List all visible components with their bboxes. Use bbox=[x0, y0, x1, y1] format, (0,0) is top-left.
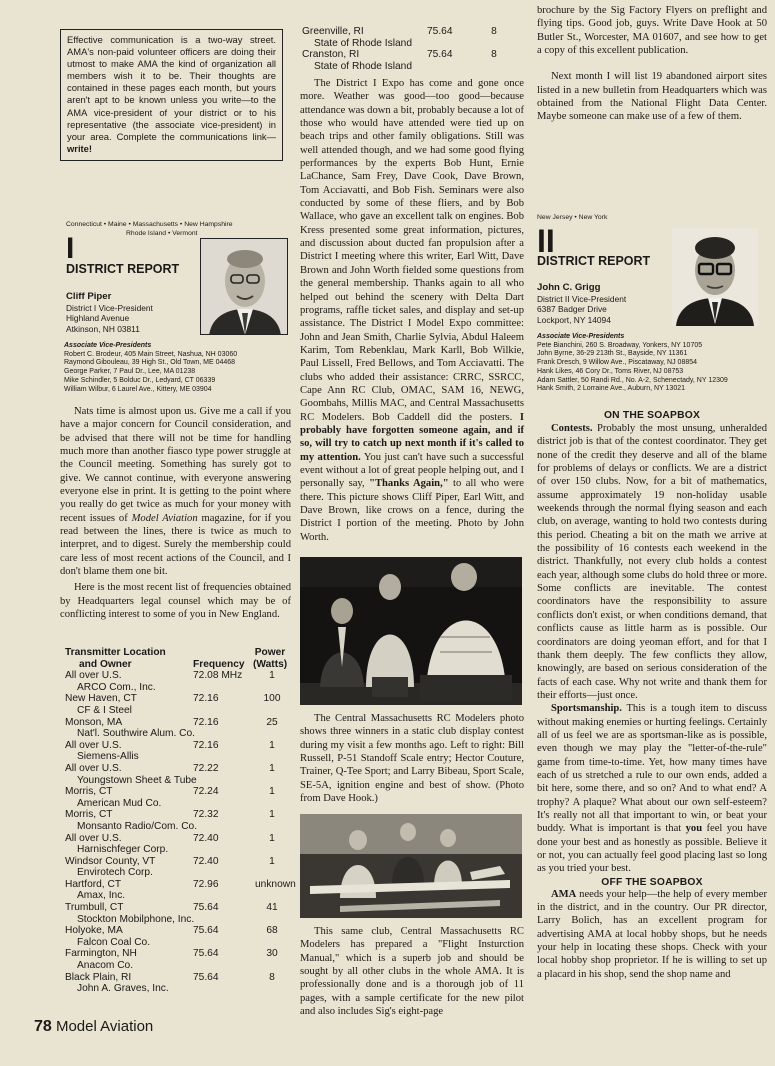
d2-avp-item: Hank Smith, 2 Lorraine Ave., Auburn, NY 13021 bbox=[537, 385, 686, 393]
power-cell: 1 bbox=[269, 739, 275, 751]
d1-avp-list bbox=[64, 342, 292, 394]
header-location-1: Transmitter Location bbox=[65, 647, 166, 658]
power-cell: 1 bbox=[269, 832, 275, 844]
location-cell: Black Plain, RI bbox=[65, 971, 132, 983]
owner-row bbox=[65, 705, 291, 717]
d1-title: DISTRICT REPORT bbox=[66, 262, 180, 276]
owner-cell: State of Rhode Island bbox=[314, 37, 412, 49]
power-cell: 1 bbox=[269, 809, 275, 821]
frequency-cell: 72.22 bbox=[193, 762, 219, 774]
expo-text-3: to all who were there. This picture shows Cliff Piper, Earl Witt, and Dave Brown, like crows on a fence, during the District I portion of the meeting. Photo by John Worth. bbox=[300, 478, 525, 543]
power-cell: 8 bbox=[491, 26, 497, 37]
header-power-1: Power bbox=[254, 647, 286, 658]
table-row bbox=[65, 925, 291, 937]
owner-cell: Anacom Co. bbox=[77, 960, 134, 972]
table-row bbox=[65, 809, 291, 821]
d1-paragraph-2: Here is the most recent list of frequencies obtained by Headquarters legal counsel which may be of conflicting interest to some of you in New England. bbox=[60, 582, 291, 621]
table-row bbox=[65, 972, 291, 984]
sportsmanship-heading: Sportsmanship. bbox=[551, 703, 622, 715]
owner-cell: State of Rhode Island bbox=[314, 60, 412, 72]
frequency-cell: 72.40 bbox=[193, 855, 219, 867]
owner-cell: Falcon Coal Co. bbox=[77, 936, 151, 948]
location-cell: New Haven, CT bbox=[65, 693, 137, 705]
owner-cell: Envirotech Corp. bbox=[77, 867, 153, 879]
sportsmanship-text: This is a tough item to discuss without making enemies or hurting feelings. Certainly all of us feel we are as sportsman-like as is possible, even though we may play the "letter-of-the-rule" game from time-to-time. Yet, how many times have each of us stretched a rule to our own ends, added a bit here, some there, and so on? And to what end? A trophy? A plaque? What about our own self-esteem? It's really not all that important to win, or beat your buddy. What is important is that bbox=[537, 703, 767, 835]
owner-cell: Amax, Inc. bbox=[77, 890, 126, 902]
d1-avp-item: William Wilbur, 6 Laurel Ave., Kittery, ME 03904 bbox=[64, 385, 212, 393]
communication-box bbox=[60, 29, 283, 161]
frequency-cell: 72.16 bbox=[193, 739, 219, 751]
location-cell: Morris, CT bbox=[65, 809, 113, 821]
d1-portrait-photo bbox=[200, 238, 288, 335]
location-cell: Farmington, NH bbox=[65, 948, 137, 960]
d1-avp-heading: Associate Vice-Presidents bbox=[64, 342, 152, 349]
communication-text: Effective communication is a two-way street. AMA's non-paid volunteer officers are doing their utmost to make AMA the kind of organization all members wish it to be. Their thoughts are contained in these pages each month, but yours aren't apt to be known unless you write—to the AMA vice-president of your district or to his representative (the associate vice-president) in your area. Complete the communications link— bbox=[67, 34, 276, 142]
owner-row bbox=[65, 960, 291, 972]
frequency-cell: 75.64 bbox=[427, 26, 453, 37]
page-folio bbox=[34, 1018, 153, 1036]
power-cell: 41 bbox=[266, 902, 278, 914]
owner-row bbox=[65, 867, 291, 879]
owner-cell: Monsanto Radio/Com. Co. bbox=[77, 820, 198, 832]
location-cell: Hartford, CT bbox=[65, 878, 122, 890]
ama-text: needs your help—the help of every member in the district, and in the country. Our PR director, Larry Bolich, has an excellent program for advertising AMA at local hobby shops, but he needs your help in locating these shops. Check with your local hobby shop proprietor. If he is willing to set up a placard in his shop, send the shop name and bbox=[537, 888, 767, 980]
owner-cell: CF & I Steel bbox=[77, 704, 132, 716]
frequency-cell: 72.08 MHz bbox=[193, 670, 243, 682]
magazine-name: Model Aviation bbox=[55, 1018, 154, 1035]
d1-states-line2: Rhode Island • Vermont bbox=[126, 230, 198, 237]
location-cell: Monson, MA bbox=[65, 716, 123, 728]
header-location-2: and Owner bbox=[79, 658, 132, 670]
d2-states: New Jersey • New York bbox=[537, 214, 608, 221]
location-cell: Windsor County, VT bbox=[65, 855, 156, 867]
power-cell: 25 bbox=[266, 716, 278, 728]
power-cell: 1 bbox=[269, 762, 275, 774]
table-row bbox=[65, 856, 291, 868]
table-header-row bbox=[65, 659, 291, 671]
d2-vp-addr1: 6387 Badger Drive bbox=[537, 304, 607, 315]
owner-row bbox=[65, 821, 291, 833]
table-row bbox=[65, 717, 291, 729]
table-row bbox=[65, 670, 291, 682]
expo-bold: I probably have forgotten someone again, and if so, will try to catch up next month if it's called to my attention. bbox=[300, 411, 524, 463]
power-cell: 30 bbox=[266, 948, 278, 960]
expo-paragraph bbox=[300, 77, 524, 544]
owner-row bbox=[302, 61, 524, 73]
d2-vp-name: John C. Grigg bbox=[537, 282, 601, 293]
d1-vp-block bbox=[66, 292, 153, 334]
page-number: 78 bbox=[34, 1018, 52, 1035]
d2-vp-title: District II Vice-President bbox=[537, 293, 627, 304]
d1-roman-numeral: I bbox=[66, 232, 75, 265]
off-soapbox-heading: OFF THE SOAPBOX bbox=[601, 876, 703, 888]
d2-avp-item: Hank Likes, 46 Cory Dr., Toms River, NJ 08753 bbox=[537, 367, 684, 375]
d1-vp-title: District I Vice-President bbox=[66, 302, 153, 313]
sportsmanship-end: feel you have done your best and as honestly as possible. Believe it or not, you can actually feel good placing last so long as you tried your best. bbox=[537, 823, 767, 875]
d1-vp-name: Cliff Piper bbox=[66, 291, 112, 302]
d1-paragraph-1 bbox=[60, 405, 291, 578]
frequency-cell: 75.64 bbox=[427, 49, 453, 61]
owner-cell: Stockton Mobilphone, Inc. bbox=[77, 913, 195, 925]
location-cell: All over U.S. bbox=[65, 762, 122, 774]
owner-row bbox=[65, 844, 291, 856]
owner-row bbox=[65, 798, 291, 810]
expo-thanks: "Thanks Again," bbox=[369, 478, 449, 490]
airports-paragraph: Next month I will list 19 abandoned airport sites listed in a new bulletin from Headquarters which was obtained from the National Flight Data Center. Maybe someone can make use of a few of them. bbox=[537, 71, 767, 123]
owner-row bbox=[302, 38, 524, 50]
owner-cell: John A. Graves, Inc. bbox=[77, 983, 169, 995]
table-row bbox=[65, 878, 296, 891]
d2-roman-numeral: II bbox=[537, 223, 555, 259]
location-cell: Greenville, RI bbox=[302, 26, 364, 37]
table-row bbox=[302, 49, 524, 61]
d1-avp-item: Mike Schindler, 5 Bolduc Dr., Ledyard, CT 06339 bbox=[64, 376, 216, 384]
communication-emph: write! bbox=[67, 142, 93, 154]
power-cell: 8 bbox=[491, 49, 497, 61]
ama-heading: AMA bbox=[551, 888, 577, 900]
d2-vp-block bbox=[537, 283, 626, 325]
contests-text: Probably the most unsung, unheralded district job is that of the contest coordinator. They get none of the credit they deserve and all of the blame for problems of delays or conflicts. We are a district of over 150 clubs. Now, for a bit of mathematics, assume approximately 19 non-holiday usable weekends through the normal flying season and each club, on average, wanting to hold two contests during this period. Cheating a bit on the math we arrive at the possibility of 16 contests each weekend in the district. Thankfully, not every club holds a contest each year, although some clubs do hold three or more. Some conflicts are inevitable. The contest coordinators have the responsibility to assure conflicts don't exist, or when conditions demand, that conflicts cause as little harm as is possible. Our coordinators are doing yeoman effort, and for that I thank them deeply. The few conflicts they allow, knowingly, are based on serious consideration of the facts of each case. Why not write and thank them for their efforts—just once. bbox=[537, 423, 767, 701]
power-cell: 68 bbox=[266, 925, 278, 937]
table-row bbox=[65, 902, 291, 914]
photo-caption-2: The Central Massachusetts RC Modelers photo shows three winners in a static club display contest during my visit a few months ago. Left to right: Bill Russell, P-51 Standoff Scale entry; Hector Couture, Trainer, Q-Tee Sport; and Larry Bibeau, Sport Scale, SE-5A, ignition engine and best of show. (Photo from Dave Hook.) bbox=[300, 713, 524, 805]
d1-avp-item: Raymond Gibouleau, 39 High St., Old Town, ME 04468 bbox=[64, 359, 236, 367]
expo-photo-three-men bbox=[300, 557, 522, 705]
owner-row bbox=[65, 682, 291, 694]
owner-cell: Youngstown Sheet & Tube bbox=[77, 774, 197, 786]
d2-vp-addr2: Lockport, NY 14094 bbox=[537, 314, 611, 325]
table-row bbox=[302, 26, 524, 38]
d2-avp-heading: Associate Vice-Presidents bbox=[537, 333, 625, 340]
power-cell: 1 bbox=[269, 786, 275, 798]
expo-text-2: You just can't have such a successful event without a lot of great people helping out, and I personally say, bbox=[300, 451, 524, 490]
location-cell: All over U.S. bbox=[65, 670, 122, 682]
owner-cell: American Mud Co. bbox=[77, 797, 162, 809]
contests-paragraph bbox=[537, 422, 767, 702]
table-row bbox=[65, 948, 291, 960]
frequency-cell: 72.16 bbox=[193, 693, 219, 705]
d1-vp-addr2: Atkinson, NH 03811 bbox=[66, 323, 140, 334]
d1-vp-addr1: Highland Avenue bbox=[66, 313, 130, 324]
header-power-2: (Watts) bbox=[253, 658, 288, 670]
owner-cell: Nat'l. Southwire Alum. Co. bbox=[77, 728, 196, 740]
frequency-cell: 72.32 bbox=[193, 809, 219, 821]
d1-states-line1: Connecticut • Maine • Massachusetts • New Hampshire bbox=[66, 221, 233, 228]
location-cell: Trumbull, CT bbox=[65, 902, 124, 914]
d2-avp-item: John Byrne, 36-29 213th St., Bayside, NY 11361 bbox=[537, 350, 688, 358]
table-header-row bbox=[65, 647, 291, 659]
contests-heading: Contests. bbox=[551, 423, 593, 434]
d1-para1-magazine: Model Aviation bbox=[131, 512, 198, 524]
d2-avp-item: Frank Dresch, 9 Willow Ave., Piscataway, NJ 08854 bbox=[537, 359, 698, 367]
frequency-cell: 72.96 bbox=[193, 878, 219, 890]
expo-text: The District I Expo has come and gone once more. Weather was good—too good—because attendance was down a bit, probably because a lot of those who would have attended were tied up on beach trips and other family obligations. Still was well attended though, and we had some good flying performances by the experts Bob Hunt, Ernie LaChance, Sam Frey, Dave Cook, Dave Brown, Tom Acciavatti, and Bob Fish. Seminars were also conducted by some of these fliers, and by Bob Wallace, who gave an excellent talk on engines. Bob Kress presented some great information, pictures, and discussion about ducted fan propulsion after a District I meeting where this writer, Earl Witt, Dave Brown and John Worth fielded some questions from the general membership. Thanks again to all who helped out behind the scenery with Delta Dart programs, raffle ticket sales, and display and set-up assistance. The District I Model Expo committee: John and Jean Smith, Charlie Sylvia, Abdul Haleem Karim, Tom Rebenklau, Mark Karll, Bob Wilkie, Paul Lissell, Fred Bellows, and Tom Acciavatti. The clubs who added their assistance: CRRC, SSRCC, Cape Ann RC Club, OMAC, SAM 16, NEWG, Goombahs, Millis MAC, and Central Massachusetts RC Modelers. Bob Caddell did the posters. bbox=[300, 78, 524, 423]
location-cell: Holyoke, MA bbox=[65, 925, 123, 937]
d1-avp-item: Robert C. Brodeur, 405 Main Street, Nashua, NH 03060 bbox=[64, 350, 238, 358]
location-cell: Cranston, RI bbox=[302, 49, 360, 61]
power-cell: 8 bbox=[269, 971, 275, 983]
d2-avp-list bbox=[537, 333, 769, 394]
d1-para1-text: Nats time is almost upon us. Give me a call if you have a major concern for Council consideration, and be advised that there will not be time for handling much more than another fiasco type power struggle at the Council meeting. Something has surely got to give. We cannot continue, with everyone answering everyone else in print. It is getting to the point where you really do get twice as much for your money with recent issues of bbox=[60, 406, 291, 524]
manual-paragraph: This same club, Central Massachusetts RC Modelers has prepared a "Flight Insturction Manual," which is a superb job and should be sought by all other clubs in the whole AMA. It is professionally done and is a thorough job of 11 pages, with a sample certificate for the new pilot and also includes Sig's eight-page bbox=[300, 926, 524, 1018]
d1-avp-item: George Parker, 7 Paul Dr., Lee, MA 01238 bbox=[64, 368, 196, 376]
frequency-cell: 75.64 bbox=[193, 971, 219, 983]
sportsmanship-you: you bbox=[685, 823, 703, 835]
table-row bbox=[65, 693, 291, 705]
owner-row bbox=[65, 775, 291, 787]
frequency-table bbox=[65, 647, 296, 995]
table-row bbox=[65, 833, 291, 845]
location-cell: Morris, CT bbox=[65, 786, 113, 798]
power-cell: unknown bbox=[255, 878, 296, 890]
location-cell: All over U.S. bbox=[65, 739, 122, 751]
owner-cell: ARCO Com., Inc. bbox=[77, 681, 156, 693]
table-row bbox=[65, 740, 291, 752]
frequency-cell: 72.16 bbox=[193, 716, 219, 728]
frequency-cell: 75.64 bbox=[193, 925, 219, 937]
owner-row bbox=[65, 890, 291, 902]
d2-portrait-photo bbox=[672, 228, 758, 326]
owner-row bbox=[65, 983, 291, 995]
frequency-cell: 72.40 bbox=[193, 832, 219, 844]
continued-paragraph: brochure by the Sig Factory Flyers on preflight and flying tips. Good job, guys. Write Dave Hook at 50 Butler St., Worcester, MA 01607, and see how to get a copy of this excellent publication. bbox=[537, 5, 767, 57]
owner-cell: Harnischfeger Corp. bbox=[77, 844, 169, 856]
d2-avp-item: Adam Sattler, 50 Randi Rd., No. A-2, Schenectady, NY 12309 bbox=[537, 376, 728, 384]
owner-cell: Siemens-Allis bbox=[77, 751, 139, 763]
table-row bbox=[65, 763, 291, 775]
owner-row bbox=[65, 937, 291, 949]
table-row bbox=[65, 786, 291, 798]
d2-title: DISTRICT REPORT bbox=[537, 254, 651, 268]
club-display-photo bbox=[300, 814, 522, 918]
power-cell: 100 bbox=[263, 693, 281, 705]
location-cell: All over U.S. bbox=[65, 832, 122, 844]
ama-paragraph bbox=[537, 888, 767, 981]
frequency-cell: 72.24 bbox=[193, 786, 219, 798]
soapbox-heading: ON THE SOAPBOX bbox=[603, 410, 701, 421]
header-frequency: Frequency bbox=[193, 658, 245, 670]
d1-para1-end: magazine, for if you read between the lines, there is twice as much to interpret, and to digest. Surely the membership could care less of most recent actions of the Council, and I don't blame them one bit. bbox=[60, 512, 291, 578]
owner-row bbox=[65, 751, 291, 763]
frequency-table-continued bbox=[302, 26, 524, 72]
sportsmanship-paragraph bbox=[537, 702, 767, 875]
power-cell: 1 bbox=[269, 855, 275, 867]
owner-row bbox=[65, 728, 291, 740]
d2-avp-item: Pete Bianchini, 260 S. Broadway, Yonkers, NY 10705 bbox=[537, 341, 703, 349]
power-cell: 1 bbox=[269, 670, 275, 682]
frequency-cell: 75.64 bbox=[193, 902, 219, 914]
frequency-cell: 75.64 bbox=[193, 948, 219, 960]
owner-row bbox=[65, 914, 291, 926]
